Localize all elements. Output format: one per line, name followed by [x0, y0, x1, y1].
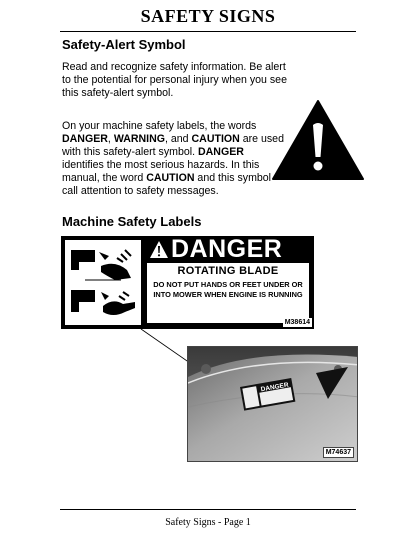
- danger-safety-label: [61, 236, 314, 329]
- label-subtitle: ROTATING BLADE: [177, 265, 279, 277]
- label-pictograms: [65, 240, 141, 325]
- photo-inset-label-word: DANGER: [260, 381, 290, 394]
- machine-safety-labels-heading: Machine Safety Labels: [62, 214, 202, 229]
- emphasis-danger: DANGER: [198, 146, 244, 158]
- text-run: and this symbol call attention to safety messages.: [62, 172, 272, 197]
- safety-alert-triangle-icon: [271, 99, 365, 181]
- emphasis-caution: CAUTION: [146, 172, 195, 184]
- bottom-rule: [60, 509, 356, 510]
- photo-part-code: M74637: [323, 447, 354, 458]
- safety-alert-paragraph-1: Read and recognize safety information. Be alert to the potential for personal injury when you see this safety-alert symbol.: [62, 61, 287, 99]
- safety-alert-paragraph-2: [62, 120, 287, 198]
- text-run: , and: [165, 133, 192, 145]
- emphasis-warning: WARNING: [113, 133, 166, 145]
- top-rule: [60, 31, 356, 32]
- label-header: [147, 235, 310, 263]
- label-instruction: DO NOT PUT HANDS OR FEET UNDER OR INTO MOWER WHEN ENGINE IS RUNNING: [153, 280, 303, 299]
- label-signal-word: DANGER: [171, 235, 283, 263]
- page-title: SAFETY SIGNS: [140, 6, 276, 26]
- page-footer: Safety Signs - Page 1: [165, 517, 251, 528]
- text-run: are used with this safety-alert symbol.: [62, 133, 284, 158]
- mower-deck-image: [188, 347, 358, 462]
- text-run: On your machine safety labels, the words: [62, 120, 257, 132]
- alert-triangle-icon: [149, 240, 169, 259]
- mower-deck-photo: [187, 346, 358, 462]
- text-run: identifies the most serious hazards. In this manual, the word: [62, 159, 260, 184]
- label-message-panel: [147, 263, 309, 323]
- emphasis-caution: CAUTION: [191, 133, 240, 145]
- text-run: ,: [107, 133, 114, 145]
- blade-hazard-pictogram: [65, 240, 141, 325]
- emphasis-danger: DANGER: [62, 133, 108, 145]
- label-part-code: M38614: [284, 319, 310, 326]
- safety-alert-heading: Safety-Alert Symbol: [62, 37, 186, 52]
